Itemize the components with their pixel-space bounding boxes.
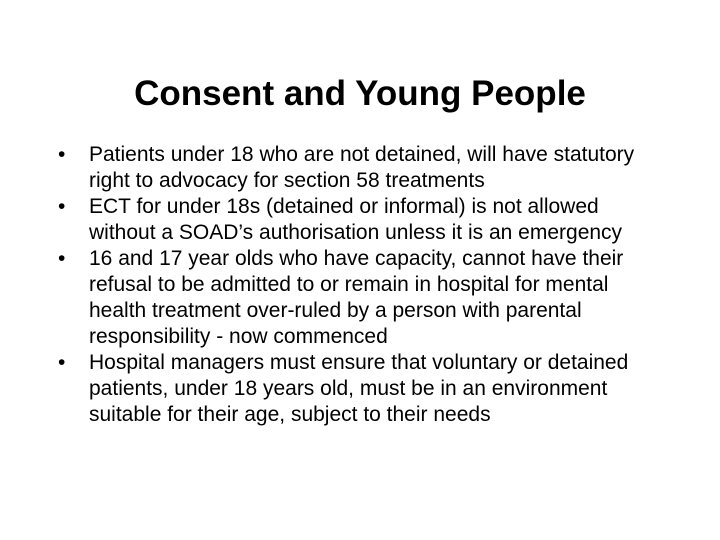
bullet-item xyxy=(58,194,668,246)
bullet-marker: • xyxy=(58,143,66,166)
bullet-marker: • xyxy=(58,351,66,374)
bullet-list xyxy=(58,142,668,428)
bullet-text: 16 and 17 year olds who have capacity, cannot have their refusal to be admitted to or remain in hospital for mental health treatment over-ruled by a person with parental responsibility - now commenced xyxy=(89,247,624,348)
bullet-item xyxy=(58,350,668,428)
bullet-item xyxy=(58,246,668,350)
bullet-marker: • xyxy=(58,195,66,218)
bullet-text: Patients under 18 who are not detained, will have statutory right to advocacy for section 58 treatments xyxy=(89,143,635,192)
bullet-marker: • xyxy=(58,247,66,270)
bullet-text: Hospital managers must ensure that voluntary or detained patients, under 18 years old, must be in an environment suitable for their age, subject to their needs xyxy=(89,351,629,426)
slide-title: Consent and Young People xyxy=(134,74,586,113)
bullet-text: ECT for under 18s (detained or informal) is not allowed without a SOAD’s authorisation unless it is an emergency xyxy=(89,195,623,244)
bullet-item xyxy=(58,142,668,194)
